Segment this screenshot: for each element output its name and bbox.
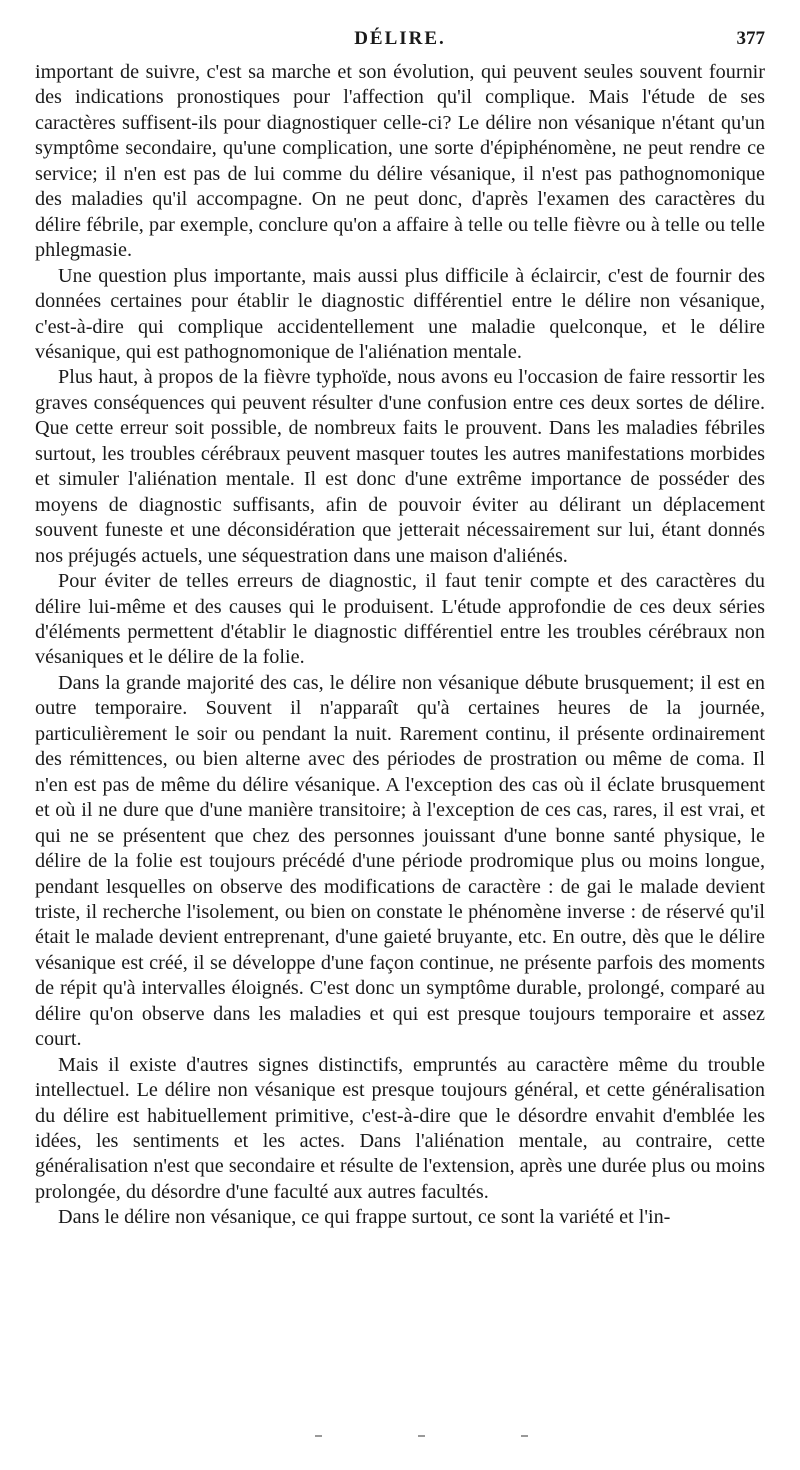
page-number: 377 [736, 28, 765, 49]
paragraph-6: Mais il existe d'autres signes distinctifs, empruntés au caractère même du trouble intellectuel. Le délire non vésanique est presque toujours général, et cette généralisation du délire est habituellement primitive, c'est-à-dire que le désordre envahit d'emblée les idées, les sentiments et les actes. Dans l'aliénation mentale, au contraire, cette généralisation n'est que secondaire et résulte de l'extension, après une durée plus ou moins prolongée, du désordre d'une faculté aux autres facultés. [35, 1053, 765, 1203]
printer-mark [418, 1435, 425, 1437]
printer-mark [521, 1435, 528, 1437]
paragraph-7: Dans le délire non vésanique, ce qui frappe surtout, ce sont la variété et l'in- [58, 1206, 671, 1229]
book-page [35, 28, 765, 1231]
running-title: DÉLIRE. [354, 28, 446, 49]
page-header [35, 28, 765, 58]
paragraph-5: Dans la grande majorité des cas, le délire non vésanique débute brusquement; il est en outre temporaire. Souvent il n'apparaît qu'à certaines heures de la journée, particulièrement le soir ou pendant la nuit. Rarement continu, il présente ordinairement des rémittences, ou bien alterne avec des périodes de prostration ou même de coma. Il n'en est pas de même du délire vésanique. A l'exception des cas où il éclate brusquement et où il ne dure que d'une manière transitoire; à l'exception de ces cas, rares, il est vrai, et qui ne se présentent que chez des personnes jouissant d'une bonne santé physique, le délire de la folie est toujours précédé d'une période prodromique plus ou moins longue, pendant lesquelles on observe des modifications de caractère : de gai le malade devient triste, il recherche l'isolement, ou bien on constate le phénomène inverse : de réservé qu'il était le malade devient entreprenant, d'une gaieté bruyante, etc. En outre, dès que le délire vésanique est créé, il se développe d'une façon continue, ne présente parfois des moments de répit qu'à intervalles éloignés. C'est donc un symptôme durable, prolongé, comparé au délire qu'on observe dans les maladies et qui est presque toujours temporaire et assez court. [35, 671, 765, 1051]
body-text [35, 60, 765, 1231]
paragraph-1: important de suivre, c'est sa marche et son évolution, qui peuvent seules souvent fournir des indications pronostiques pour l'affection qu'il complique. Mais l'étude de ses caractères suffisent-ils pour diagnostiquer celle-ci? Le délire non vésanique n'étant qu'un symptôme secondaire, qu'une complication, une sorte d'épiphénomène, ne peut rendre ce service; il n'en est pas de lui comme du délire vésanique, il n'est pas pathognomonique des maladies qu'il accompagne. On ne peut donc, d'après l'examen des caractères du délire fébrile, par exemple, conclure qu'on a affaire à telle ou telle fièvre ou à telle ou telle phlegmasie. [35, 61, 765, 262]
paragraph-4: Pour éviter de telles erreurs de diagnostic, il faut tenir compte et des caractères du délire lui-même et des causes qui le produisent. L'étude approfondie de ces deux séries d'éléments permettent d'établir le diagnostic différentiel entre les troubles cérébraux non vésaniques et le délire de la folie. [35, 570, 765, 669]
printer-marks [0, 1435, 800, 1441]
paragraph-3: Plus haut, à propos de la fièvre typhoïde, nous avons eu l'occasion de faire ressortir les graves conséquences qui peuvent résulter d'une confusion entre ces deux sortes de délire. Que cette erreur soit possible, de nombreux faits le prouvent. Dans les maladies fébriles surtout, les troubles cérébraux peuvent masquer toutes les autres manifestations morbides et simuler l'aliénation mentale. Il est donc d'une extrême importance de posséder des moyens de diagnostic suffisants, afin de pouvoir éviter au délirant un déplacement souvent funeste et une déconsidération que jetterait nécessairement sur lui, étant donnés nos préjugés actuels, une séquestration dans une maison d'aliénés. [35, 366, 765, 567]
printer-mark [315, 1435, 322, 1437]
paragraph-2: Une question plus importante, mais aussi plus difficile à éclaircir, c'est de fournir des données certaines pour établir le diagnostic différentiel entre le délire non vésanique, c'est-à-dire qui complique accidentellement une maladie quelconque, et le délire vésanique, qui est pathognomonique de l'aliénation mentale. [35, 264, 765, 363]
